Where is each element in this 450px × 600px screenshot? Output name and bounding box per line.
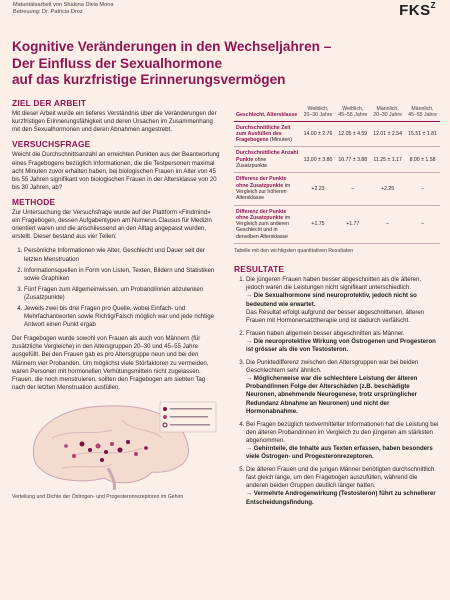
ziel-heading: ZIEL DER ARBEIT (12, 98, 87, 108)
results-table (234, 104, 440, 244)
author-line: Maturitätsarbeit von Shakina Divia Mona (13, 2, 114, 9)
resultate-heading: RESULTATE (234, 264, 285, 275)
methode-steps (12, 247, 220, 329)
table-row: Durchschnittliche Zeit zum Ausfüllen des Fragebogens (Minuten) 14.00 ± 2.76 12.05 ± 4.59 12.01 ± 2.54 15.51 ± 1.81 (234, 121, 440, 147)
brain-illustration (12, 398, 220, 490)
frage-heading: VERSUCHSFRAGE (12, 139, 91, 150)
methode-outro: Der Fragebogen wurde sowohl von Frauen als auch von Männern (für zusätzliche Vergleiche) in den Altersgruppen 20–30 und 45–55 Jahre ausgefüllt. Bei den Frauen gab es pro Altersgruppe neun und bei den Männern vier Probanden. Um möglichst viele Störfaktoren zu vermeiden, waren Personen mit hormonellen Verhütungsmitteln nicht zugelassen. Frauen, die noch menstruieren, sollten den Fragebogen am siebten Tag nach der letzten Menstruation ausfüllen. (12, 335, 209, 391)
figure-caption: Verteilung und Dichte der Östrogen- und Progesteronrezeptoren im Gehirn (12, 493, 184, 500)
list-item: 1. Persönliche Informationen wie Alter, Geschlecht und Dauer seit der letzten Menstruation (24, 247, 220, 263)
fksz-logo: $FKS^Z$ (399, 1, 436, 19)
methode-intro: Zur Untersuchung der Versuchsfrage wurde auf der Plattform «Findmind» ein Fragebogen, dessen Aufgabentypen am Numerus Clausus für Medizin orientiert waren und die anschliessend an den Alltag angepasst wurden, erstellt. Dieser bestand aus vier Teilen: (12, 209, 212, 241)
supervisor-line: Betreuung: Dr. Patricia Droz (13, 9, 83, 16)
poster-title: Kognitive Veränderungen in den Wechseljahren – Der Einfluss der Sexualhormone auf das kurzfristige Erinnerungsvermögen (12, 39, 332, 88)
list-item: 2. Informationsquellen in Form von Listen, Texten, Bildern und Statistiken sowie Graphiken (24, 267, 220, 283)
table-row: Differenz der Punkte ohne Zusatzpunkte im Vergleich zur höheren Altersklasse +2.23 – +2.25 – (234, 173, 440, 205)
methode-heading: METHODE (12, 196, 56, 207)
list-item: 3. Fünf Fragen zum Allgemeinwissen, um Proband/innen abzulenken (Zusatzpunkte) (24, 286, 220, 302)
table-row: Durchschnittliche Anzahl Punkte ohne Zusatzpunkte 13.00 ± 3.80 10.77 ± 3.88 11.25 ± 1.17 8.00 ± 1.58 (234, 147, 440, 173)
list-item: 4. Jeweils zwei bis drei Fragen pro Quelle, wobei Einfach- und Mehrfachantworten sowie Richtig/Falsch möglich war und jede richtige Antwort einen Punkt ergab (24, 305, 220, 329)
list-item: 1. Die jüngeren Frauen haben besser abgeschnitten als die älteren, jedoch waren die Leistungen nicht signifikant unterschiedlich. → Die Sexualhormone sind neuroprotektiv, jedoch nicht so bedeutend wie erwartet. Das Resultat erfolgt aufgrund der besser abgeschnittenen, älteren Frauen mit Hormonersatztherapie und ist dadurch verfälscht. (246, 276, 440, 325)
header-info (13, 0, 142, 17)
list-item: 2. Frauen haben allgemein besser abgeschnitten als Männer. → Die neuroprotektive Wirkung von Östrogenen und Progesteron ist grösser als die von Testosteron. (246, 330, 440, 354)
list-item: 5. Die älteren Frauen und die jungen Männer benötigten durchschnittlich fast gleich lange, um den Fragebogen auszufüllen, während die anderen beiden Gruppen deutlich länger hatten. → Vermehrte Androgenwirkung (Testosteron) führt zu schnellerer Entscheidungsfindung. (246, 466, 440, 506)
ziel-text: Mit dieser Arbeit wurde ein tieferes Verständnis über die Veränderungen der kurzfristigen Erinnerungsfähigkeit und deren Ursachen im Zusammenhang mit den Sexualhormonen und deren Abnahmen angestrebt. (12, 110, 217, 134)
frage-text: Weicht die Durchschnittsanzahl an erreichten Punkten aus der Beantwortung eines Fragebogens bezüglich Informationen, die die Testpersonen maximal acht Minuten zuvor erhalten haben, bei biologischen Frauen im Alter von 45 bis 55 Jahren signifikant von biologischen Frauen in der Altersklasse von 20 bis 30 Jahren, ab? (12, 151, 220, 191)
table-caption: Tabelle mit den wichtigsten quantitativen Resultaten (234, 248, 354, 255)
list-item: 4. Bei Fragen bezüglich textvermittelter Informationen hat die Leistung bei den älteren Probandinnen im Vergleich zu den jüngeren am stärksten abgenommen. → Gehirnteile, die Inhalte aus Texten erfassen, haben besonders viele Östrogen- und Progesteronrezeptoren. (246, 421, 440, 461)
left-column (12, 99, 220, 500)
table-header-row: Geschlecht, Altersklasse Weiblich, 20–30 Jahre Weiblich, 45–55 Jahre Männlich, 20–30 Jahre Männlich, 45–55 Jahre (234, 104, 440, 121)
list-item: 3. Die Punktedifferenz zwischen den Altersgruppen war bei beiden Geschlechtern sehr ähnlich. → Möglicherweise war die schlechtere Leistung der älteren Proband/innen Folge der Alterschäden (z.B. beschädigte Neuronen, abnehmende Neurogenese, trotz ursprünglicher Redundanz Abnahme an Neuronen) und nicht der Hormonabnahme. (246, 359, 440, 416)
right-column (234, 104, 440, 513)
results-list (234, 276, 440, 506)
brain-receptor-figure (12, 398, 220, 490)
table-row: Differenz der Punkte ohne Zusatzpunkte im Vergleich zum anderen Geschlecht und in derselben Altersklasse +1.75 +1.77 – – (234, 205, 440, 243)
